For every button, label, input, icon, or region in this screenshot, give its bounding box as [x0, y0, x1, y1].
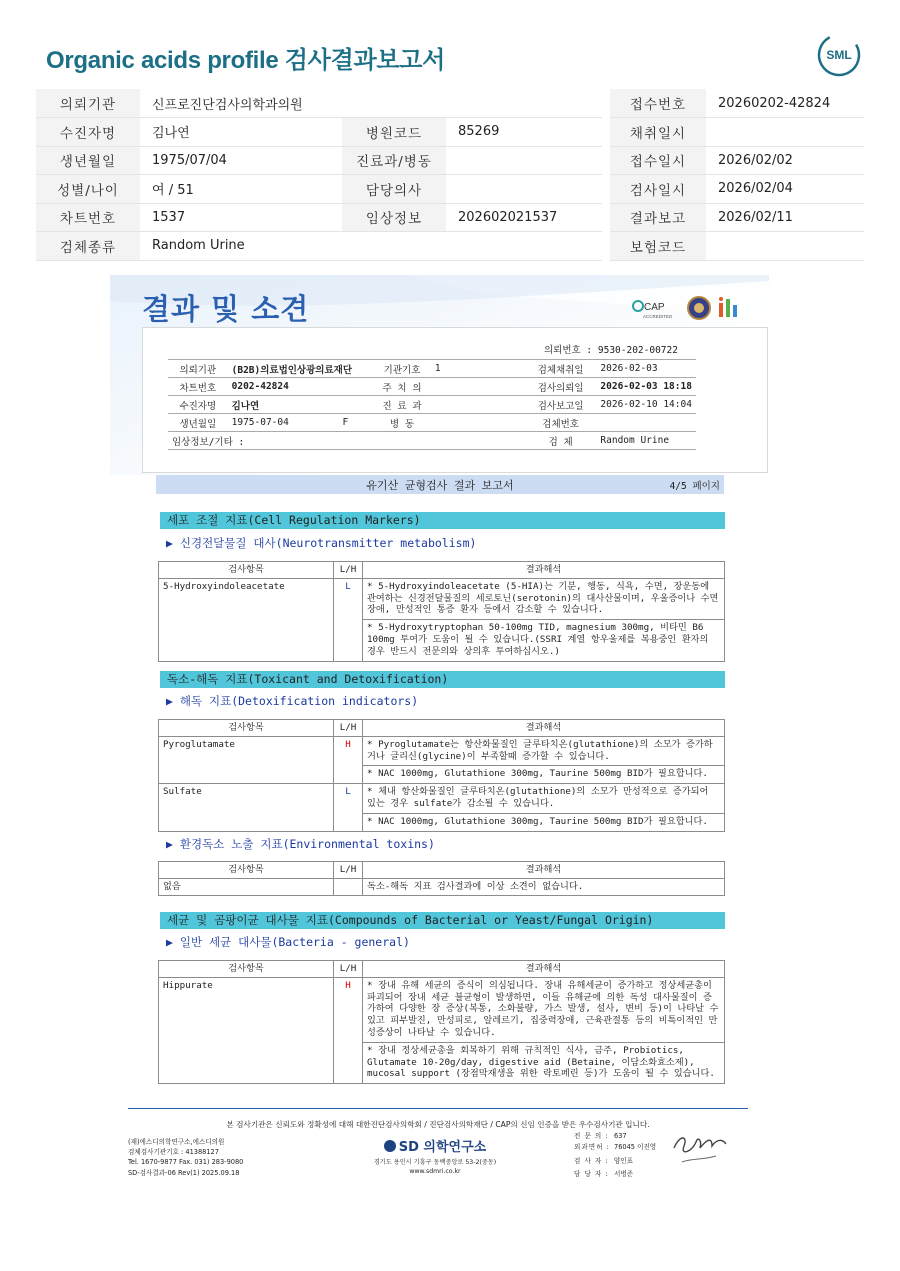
lab-label-inst-code: 기관기호: [373, 360, 431, 378]
footer-divider: [128, 1108, 748, 1109]
lab-value-ward: [431, 414, 525, 432]
subtitle-neurotransmitter: ▶ 신경전달물질 대사(Neurotransmitter metabolism): [166, 536, 477, 550]
col-item: 검사항목: [159, 562, 334, 579]
lab-info-row-2: [168, 378, 696, 396]
sig-value-manager: 서병준: [614, 1169, 634, 1178]
label-hospital-code: 병원코드: [342, 118, 446, 147]
result-table-detox: [158, 719, 725, 832]
interpretation: 독소-해독 지표 검사결과에 이상 소견이 없습니다.: [363, 878, 725, 895]
lab-value-chart: 0202-42824: [228, 378, 374, 396]
lab-info-table: [168, 359, 696, 450]
lab-info-row-5: [168, 432, 696, 450]
lab-label-physician: 주 치 의: [373, 378, 431, 396]
lab-info-row-3: [168, 396, 696, 414]
value-hospital-code: 85269: [446, 118, 602, 147]
col-interp: 결과해석: [363, 961, 725, 978]
col-item: 검사항목: [159, 961, 334, 978]
lab-label-name: 수진자명: [168, 396, 228, 414]
results-heading: 결과 및 소견: [142, 292, 310, 326]
label-clinical-info: 임상정보: [342, 203, 446, 232]
table-row: [159, 977, 725, 1083]
value-collection-date: [706, 118, 864, 147]
footer-signatories: [574, 1131, 656, 1179]
info-row-1: [36, 89, 864, 118]
footer-website: www.sdmri.co.kr: [409, 1168, 461, 1175]
sml-logo-icon: [816, 32, 862, 78]
item-name: Sulfate: [159, 784, 334, 831]
request-number-value: 9530-202-00722: [597, 345, 678, 356]
label-chart-no: 차트번호: [36, 203, 140, 232]
value-department: [446, 146, 602, 175]
cap-text: CAP: [644, 302, 665, 313]
footer-lab-info: [128, 1137, 243, 1178]
recommendation: * 장내 정상세균총을 회복하기 위해 규칙적인 식사, 금주, Probiotics, Glutamate 10-20g/day, digestive aid (Betaine, 이담소화효소제), mucosal support (장점막재생을 위한 락토페린 등)가 도움이 될 수 있습니다.: [363, 1042, 724, 1083]
lab-value-specimen-no: [596, 414, 696, 432]
lab-value-dept: [431, 396, 525, 414]
footer-form-rev: SD-검사결과-06 Rev(1) 2025.09.18: [128, 1168, 240, 1177]
label-sex-age: 성별/나이: [36, 175, 140, 204]
request-number-line: [544, 342, 678, 356]
lab-label-institution: 의뢰기관: [168, 360, 228, 378]
col-interp: 결과해석: [363, 562, 725, 579]
result-table-bacteria: [158, 960, 725, 1084]
info-row-3: [36, 146, 864, 175]
lab-value-institution: (B2B)의료법인상광의료재단: [228, 360, 374, 378]
value-patient-name: 김나연: [140, 118, 342, 147]
table-row: [159, 736, 725, 783]
subtitle-detox: ▶ 해독 지표(Detoxification indicators): [166, 694, 419, 708]
col-lh: L/H: [334, 720, 363, 737]
subtitle-bacteria: ▶ 일반 세균 대사물(Bacteria - general): [166, 935, 410, 949]
lab-label-specimen-no: 검체번호: [525, 414, 597, 432]
flag-high: H: [334, 736, 363, 783]
recommendation: * 5-Hydroxytryptophan 50-100mg TID, magnesium 300mg, 비타민 B6 100mg 투여가 도움이 될 수 있습니다.(SSRI 계열 항우울제를 복용중인 환자의 경우 반드시 전문의와 상의후 투여하십시오.): [363, 619, 724, 660]
lab-value-physician: [431, 378, 525, 396]
lab-label-request-date: 검사의뢰일: [525, 378, 597, 396]
col-item: 검사항목: [159, 862, 334, 879]
info-row-5: [36, 203, 864, 232]
item-name: Hippurate: [159, 977, 334, 1083]
sd-logo-icon: [384, 1140, 396, 1152]
signature-icon: [668, 1126, 738, 1172]
interpretation: * Pyroglutamate는 항산화물질인 글루타치온(glutathione)의 소모가 증가하거나 글리신(glycine)이 부족할때 증가할 수 있습니다.: [367, 738, 713, 762]
item-name: Pyroglutamate: [159, 736, 334, 783]
sig-value-tester: 양인표: [614, 1157, 634, 1165]
sig-label-tester: 검 사 자 :: [574, 1157, 609, 1165]
seal-icon: [686, 295, 712, 321]
lab-label-clinical: 임상정보/기타 :: [168, 432, 525, 450]
label-insurance-code: 보험코드: [610, 232, 706, 261]
lab-value-collect-date: 2026-02-03: [596, 360, 696, 378]
subtitle-environmental: ▶ 환경독소 노출 지표(Environmental toxins): [166, 837, 435, 851]
label-birthdate: 생년월일: [36, 146, 140, 175]
label-department: 진료과/병동: [342, 146, 446, 175]
lab-label-dept: 진 료 과: [373, 396, 431, 414]
flag: [334, 878, 363, 895]
cap-accredited-icon: [630, 297, 678, 321]
footer-lab-code: 검체검사기관기호 : 41388127: [128, 1148, 219, 1157]
lab-value-report-date: 2026-02-10 14:04: [596, 396, 696, 414]
label-report-date: 결과보고: [610, 203, 706, 232]
lab-info-row-1: [168, 360, 696, 378]
info-row-2: [36, 118, 864, 147]
recommendation: * NAC 1000mg, Glutathione 300mg, Taurine 500mg BID가 필요합니다.: [363, 813, 724, 831]
label-collection-date: 채취일시: [610, 118, 706, 147]
value-received-date: 2026/02/02: [706, 146, 864, 175]
value-receipt-no: 20260202-42824: [706, 89, 864, 118]
lab-value-sex: F: [317, 414, 373, 432]
label-patient-name: 수진자명: [36, 118, 140, 147]
label-specimen: 검체종류: [36, 232, 140, 261]
category-cell-regulation: 세포 조절 지표(Cell Regulation Markers): [160, 512, 725, 529]
flag-low: L: [334, 784, 363, 831]
value-chart-no: 1537: [140, 203, 342, 232]
sig-value-specialist: 637: [614, 1132, 627, 1140]
result-table-environmental: [158, 861, 725, 896]
value-insurance-code: [706, 232, 864, 261]
flag-low: L: [334, 578, 363, 661]
col-lh: L/H: [334, 562, 363, 579]
lab-value-request-date: 2026-02-03 18:18: [596, 378, 696, 396]
value-birthdate: 1975/07/04: [140, 146, 342, 175]
sd-brand-name: SD 의학연구소: [398, 1140, 487, 1155]
value-report-date: 2026/02/11: [706, 203, 864, 232]
label-receipt-no: 접수번호: [610, 89, 706, 118]
interpretation: * 5-Hydroxyindoleacetate (5-HIA)는 기분, 행동, 식욕, 수면, 장운동에 관여하는 신경전달물질의 세로토닌(serotonin)의 대사산물이며, 우울증이나 수면장애, 만성적인 통증 환자 등에서 감소할 수 있습니다.: [367, 580, 719, 616]
lab-label-ward: 병 동: [373, 414, 431, 432]
col-item: 검사항목: [159, 720, 334, 737]
sml-logo-text: SML: [826, 48, 852, 62]
lab-label-chart: 차트번호: [168, 378, 228, 396]
certification-note: 본 검사기관은 신뢰도와 정확성에 대해 대한진단검사의학회 / 진단검사의학재단 / CAP의 신임 인증을 받은 우수검사기관 입니다.: [226, 1120, 650, 1129]
table-row: [159, 878, 725, 895]
request-number-label: 의뢰번호 :: [544, 345, 593, 356]
footer-contact: Tel. 1670-9877 Fax. 031) 283-9080: [128, 1158, 244, 1167]
lab-mark-icon: [716, 295, 742, 321]
value-specimen: Random Urine: [140, 232, 602, 261]
col-lh: L/H: [334, 862, 363, 879]
recommendation: * NAC 1000mg, Glutathione 300mg, Taurine 500mg BID가 필요합니다.: [363, 765, 724, 783]
sig-value-license: 76045 이진영: [614, 1142, 657, 1151]
col-interp: 결과해석: [363, 862, 725, 879]
value-test-date: 2026/02/04: [706, 175, 864, 204]
page-title: Organic acids profile 검사결과보고서: [46, 47, 445, 74]
report-title-bar: [156, 475, 724, 494]
lab-value-name: 김나연: [228, 396, 374, 414]
lab-value-inst-code: 1: [431, 360, 525, 378]
info-row-4: [36, 175, 864, 204]
label-institution: 의뢰기관: [36, 89, 140, 118]
footer-lab-name: (재)에스디의학연구소,에스디의원: [128, 1138, 225, 1146]
label-test-date: 검사일시: [610, 175, 706, 204]
flag-high: H: [334, 977, 363, 1083]
item-name: 없음: [159, 878, 334, 895]
footer-brand: [350, 1136, 520, 1176]
footer-address: 경기도 용인시 기흥구 동백중앙로 53-2(중동): [373, 1159, 497, 1166]
patient-info-table: [36, 89, 864, 261]
label-doctor: 담당의사: [342, 175, 446, 204]
col-interp: 결과해석: [363, 720, 725, 737]
scanned-report: [110, 275, 769, 1195]
lab-label-birth: 생년월일: [168, 414, 228, 432]
interpretation: * 체내 항산화물질인 글루타치온(glutathione)의 소모가 만성적으로 증가되어 있는 경우 sulfate가 감소될 수 있습니다.: [367, 786, 709, 809]
table-row: [159, 578, 725, 661]
item-name: 5-Hydroxyindoleacetate: [159, 578, 334, 661]
value-sex-age: 여 / 51: [140, 175, 342, 204]
value-doctor: [446, 175, 602, 204]
lab-value-birth: 1975-07-04: [228, 414, 318, 432]
lab-label-collect-date: 검체채취일: [525, 360, 597, 378]
category-bacteria: 세균 및 곰팡이균 대사물 지표(Compounds of Bacterial or Yeast/Fungal Origin): [160, 912, 725, 929]
sig-label-manager: 담 당 자 :: [574, 1169, 609, 1178]
info-row-6: [36, 232, 864, 261]
sig-label-specialist: 전 문 의 :: [574, 1132, 609, 1140]
category-toxicant: 독소-해독 지표(Toxicant and Detoxification): [160, 671, 725, 688]
col-lh: L/H: [334, 961, 363, 978]
table-row: [159, 784, 725, 831]
cap-sub-text: ACCREDITED: [643, 314, 673, 319]
page-indicator: 4/5 페이지: [669, 481, 720, 492]
result-table-neurotransmitter: [158, 561, 725, 662]
value-institution: 신프로진단검사의학과의원: [140, 89, 602, 118]
report-title: 유기산 균형검사 결과 보고서: [366, 479, 514, 492]
value-clinical-info: 202602021537: [446, 203, 602, 232]
lab-value-specimen: Random Urine: [596, 432, 696, 450]
lab-info-row-4: [168, 414, 696, 432]
interpretation: * 장내 유해 세균의 증식이 의심됩니다. 장내 유해세균이 증가하고 정상세균총이 파괴되어 장내 세균 불균형이 발생하면, 이들 유해균에 의한 독성 대사물질이 증가하여 다양한 장 증상(복통, 소화불량, 가스 발생, 설사, 변비 등)이 나타날 수 있고 피부발진, 만성피로, 알레르기, 집중력장애, 근육관절통 등의 비특이적인 만성증상이 나타날 수 있습니다.: [367, 979, 719, 1038]
lab-label-specimen: 검 체: [525, 432, 597, 450]
label-received-date: 접수일시: [610, 146, 706, 175]
sig-label-license: 외과면허 :: [574, 1142, 610, 1151]
lab-label-report-date: 검사보고일: [525, 396, 597, 414]
